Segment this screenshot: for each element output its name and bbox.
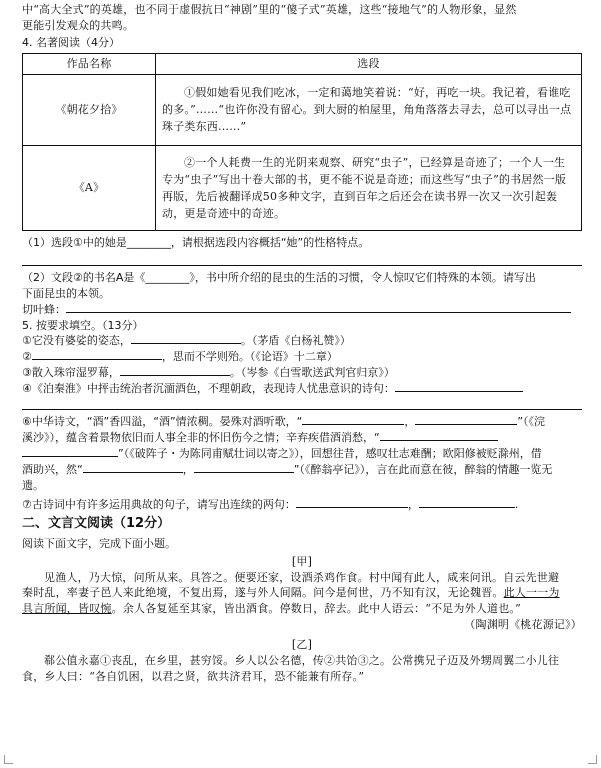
fill-line-6-cont: 酒助兴，然“ ， ”（《醉翁亭记》），言在此而意在彼，醉翁的情趣一览无 [22,463,553,476]
fill-text: ①它没有婆娑的姿态， [22,334,131,348]
answer-blank[interactable] [302,414,404,425]
fill-text: 。（岑参《白雪歌送武判官归京》） [229,366,395,380]
fill-text: ”（《醉翁亭记》），言在此而意在彼，醉翁的情趣一览无 [293,463,553,476]
answer-blank[interactable] [32,349,162,360]
fill-text: ”（《破阵子・为陈同甫赋壮词以寄之》），回想往昔，感叹壮志难酬；欧阳修被贬滁州，借 [118,447,542,461]
fill-text: 溪沙》），蕴含着景物依旧而人事全非的怀旧伤今之情；辛弃疾借酒消愁，“ [22,431,380,445]
table-cell-excerpt: ①假如她看见我们吃冰，一定和蔼地笑着说：“好，再吃一块。我记着，看谁吃的多。”……“也许你没有留心。到大厨的柏屋里，角角落落去寻去，总可以寻出一点珠子类东西……” [156,74,582,145]
table-header-work: 作品名称 [23,53,156,74]
fill-text: ， [404,415,416,429]
answer-blank[interactable] [194,462,294,473]
underlined-sentence: 此人一一为 [503,586,560,600]
exam-page [22,2,582,685]
table-header-row [23,53,582,74]
fill-text: ， [407,497,419,511]
passage-text: 。余人各复延至其家，皆出酒食。停数日，辞去。此中人语云：“不足为外人道也。” [111,602,521,616]
answer-blank[interactable] [380,430,498,441]
text-line: 中“高大全式”的英雄，也不同于虚假抗日“神剧”里的“傻子式”英雄，这些“接地气”的人物形象，显然 [22,3,517,16]
answer-blank[interactable] [120,365,230,376]
question-5-heading: 5. 按要求填空。（13分） [22,318,144,332]
answer-line [22,397,582,410]
fill-line-6 [22,414,582,430]
passage-text: 秦时乱，率妻子邑人来此绝境，不复出焉，遂与外人间隔。问今是何世，乃不知有汉，无论魏晋。 [22,586,504,600]
answer-blank[interactable] [419,497,515,508]
fill-text: ⑦古诗词中有许多运用典故的句子，请写出连续的两句： [22,497,296,511]
answer-blank[interactable] [22,446,118,457]
fill-text: ⑥中华诗文，“酒”香四溢，“酒”情浓稠。晏殊对酒听歌，“ [22,415,303,429]
fill-text: 酒助兴，然“ [22,463,83,476]
question-4-heading: 4. 名著阅读（4分） [22,35,120,49]
answer-blank[interactable] [296,497,408,508]
reading-table [22,53,582,231]
fill-line-1 [22,333,582,349]
table-row [23,74,582,145]
answer-blank[interactable] [66,302,571,313]
fill-line-6-cont [22,430,582,446]
answer-blank[interactable] [131,333,241,344]
passage-yi-line: 食，乡人曰：“各自饥困，以君之贤，欲共济君耳，恐不能兼有所存。” [22,670,365,684]
fill-line-2 [22,349,582,365]
section-2-heading: 二、文言文阅读（12分） [22,515,171,531]
question-4-2-cont: 下面昆虫的本领。 [22,286,110,300]
answer-row [22,302,582,318]
answer-blank[interactable] [415,414,517,425]
answer-blank[interactable] [395,381,523,392]
table-cell-work: 《朝花夕拾》 [23,74,156,145]
fill-line-6-cont: 遗。 [22,478,44,492]
page-corner-mark [588,755,597,764]
fill-line-6-cont [22,446,582,462]
question-4-2: （2）文段②的书名A是《________》，书中所介绍的昆虫的生活的习惯，令人惊叹它们特殊的本领。请写出 [22,270,536,284]
fill-line-7: ⑦古诗词中有许多运用典故的句子，请写出连续的两句： ， . [22,497,519,511]
passage-jia-line [22,585,582,601]
passage-jia-line [22,601,582,617]
table-row [23,145,582,230]
fill-text: ② [22,350,32,364]
answer-blank[interactable] [83,462,183,473]
fill-line-4 [22,381,582,397]
section-2-instruction: 阅读下面文字，完成下面小题。 [22,536,176,550]
underlined-sentence: 具言所闻，皆叹惋 [22,602,112,616]
answer-label: 切叶蜂： [22,302,66,316]
passage-jia-line: 见渔人，乃大惊，问所从来。具答之。便要还家，设酒杀鸡作食。村中闻有此人，咸来问讯。自云先世避 [44,570,560,584]
text-line: 更能引发观众的共鸣。 [22,18,134,32]
table-cell-work: 《A》 [23,145,156,230]
passage-yi-label: [乙] [291,638,313,652]
page-corner-mark [4,755,13,764]
passage-jia-source: （陶渊明《桃花源记》） [464,618,582,632]
answer-line [22,251,582,266]
passage-jia-label: [甲] [291,554,313,568]
fill-text: 。（茅盾《白杨礼赞》） [240,334,351,348]
fill-text: ④《泊秦淮》中抨击统治者沉湎酒色，不理朝政，表现诗人忧患意识的诗句： [22,382,395,396]
question-4-1: （1）选段①中的她是________，请根据选段内容概括“她”的性格特点。 [22,235,370,249]
fill-line-3 [22,365,582,381]
fill-text: ③散入珠帘湿罗幕， [22,366,120,380]
fill-text: ，思而不学则殆。（《论语》十二章） [161,350,338,364]
fill-text: ”（《浣 [517,415,546,429]
passage-yi-line: 郗公值永嘉①丧乱，在乡里，甚穷馁。乡人以公名德，传②共饴③之。公常携兄子迈及外甥周翼二小儿往 [44,654,560,668]
table-cell-excerpt: ②一个人耗费一生的光阴来观察、研究“虫子”，已经算是奇迹了；一个人一生专为“虫子”写出十卷大部的书，更不能不说是奇迹；而这些写“虫子”的书居然一版再版，先后被翻译成50多种文字，直到百年之后还会在读书界一次又一次引起轰动，更是奇迹中的奇迹。 [156,145,582,230]
table-header-excerpt: 选段 [156,53,582,74]
